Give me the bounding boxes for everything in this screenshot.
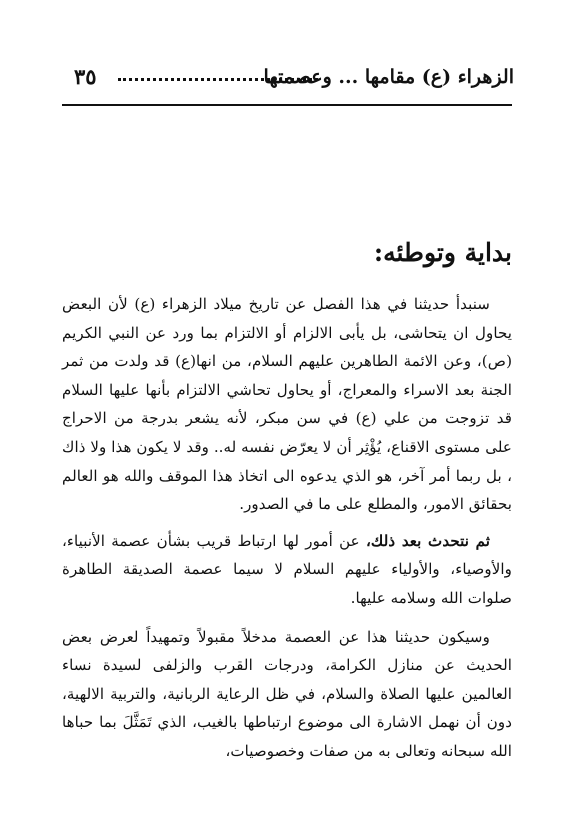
paragraph-3	[62, 623, 512, 766]
header-title: الزهراء (ع) مقامها ... وعصمتها	[263, 66, 514, 88]
body-text	[62, 290, 512, 766]
paragraph-2	[62, 527, 512, 613]
paragraph-3-text: وسيكون حديثنا هذا عن العصمة مدخلاً مقبولاً وتمهيداً لعرض بعض الحديث عن منازل الكرامة، ودرجات القرب والزلفى لسيدة نساء العالمين عليها الصلاة والسلام، في ظل الرعاية الربانية، والتربية الالهية، دون أن نهمل الاشارة الى موضوع ارتباطها بالغيب، الذي تَمَثَّلَ بما حباها الله سبحانه وتعالى به من صفات وخصوصيات،	[62, 627, 512, 760]
page-number: ٣٥	[74, 64, 97, 89]
header-dot-leader	[118, 78, 318, 81]
paragraph-1-text: سنبدأ حديثنا في هذا الفصل عن تاريخ ميلاد الزهراء (ع) لأن البعض يحاول ان يتحاشى، بل يأبى الالزام أو الالتزام بما ورد عن النبي الكريم (ص)، وعن الائمة الطاهرين عليهم السلام، من انها(ع) قد ولدت من ثمر الجنة بعد الاسراء والمعراج، أو يحاول تحاشي الالتزام بأنها عليها السلام قد تزوجت من علي (ع) في سن مبكر، لأنه يشعر بدرجة من الاحراج على مستوى الاقناع، يُؤْثِر أن لا يعرّض نفسه له.. وقد لا يكون هذا ولا ذاك ، بل ربما أمر آخر، هو الذي يدعوه الى اتخاذ هذا الموقف والله هو العالم بحقائق الامور، والمطلع على ما في الصدور.	[62, 295, 512, 514]
paragraph-2-text: عن أمور لها ارتباط قريب بشأن عصمة الأنبياء، والأوصياء، والأولياء عليهم السلام لا سيما عصمة الصديقة الطاهرة صلوات الله وسلامه عليها.	[62, 531, 512, 607]
header-rule	[62, 104, 512, 106]
paragraph-1	[62, 290, 512, 519]
running-header	[74, 64, 514, 98]
paragraph-2-lead: ثم نتحدث بعد ذلك،	[366, 531, 491, 550]
section-title: بداية وتوطئه:	[373, 238, 512, 267]
